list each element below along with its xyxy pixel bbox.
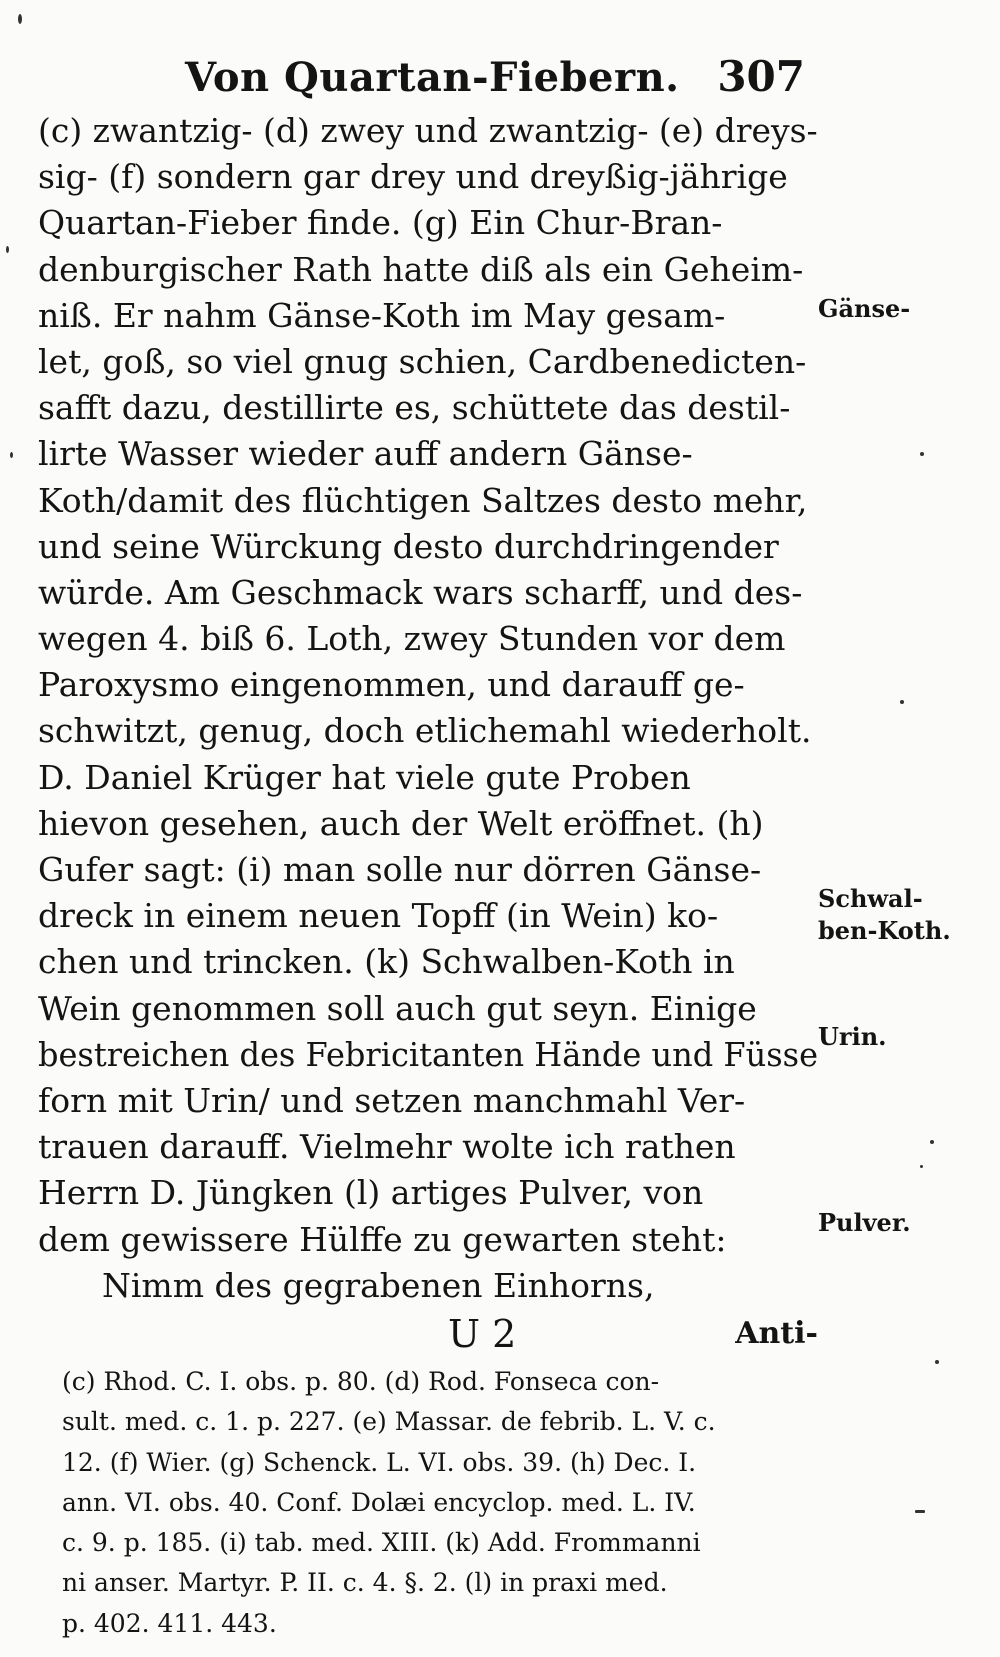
text-line: trauen darauff. Vielmehr wolte ich rathen [38, 1127, 736, 1167]
marginal-note-urin: Urin. [818, 1022, 887, 1051]
signature-row [38, 1312, 818, 1362]
marginal-note-gaense: Gänse- [818, 294, 911, 323]
footnote-line: c. 9. p. 185. (i) tab. med. XIII. (k) Add. Frommanni [62, 1528, 701, 1558]
text-line: chen und trincken. (k) Schwalben-Koth in [38, 942, 735, 982]
footnote-line: p. 402. 411. 443. [62, 1608, 277, 1638]
marginal-note-pulver: Pulver. [818, 1208, 911, 1237]
marginal-note-schwal: Schwal- [818, 884, 923, 913]
text-line: Gufer sagt: (i) man solle nur dörren Gänse- [38, 850, 762, 889]
footnotes [62, 1362, 832, 1644]
page-number: 307 [717, 52, 805, 101]
text-line: Nimm des gegrabenen Einhorns, [102, 1265, 655, 1305]
text-line: hievon gesehen, auch der Welt eröffnet. (h) [38, 803, 764, 843]
text-line: schwitzt, genug, doch etlichemahl wiederholt. [38, 711, 812, 751]
text-line: und seine Würckung desto durchdringender [38, 526, 779, 566]
text-line: sig- (f) sondern gar drey und dreyßig-jährige [38, 157, 788, 197]
text-line: dreck in einem neuen Topff (in Wein) ko- [38, 896, 719, 936]
text-line: niß. Er nahm Gänse-Koth im May gesam- [38, 295, 726, 335]
text-line: forn mit Urin/ und setzen manchmahl Ver- [38, 1080, 746, 1120]
text-line: D. Daniel Krüger hat viele gute Proben [38, 757, 691, 797]
footnote-line: sult. med. c. 1. p. 227. (e) Massar. de febrib. L. V. c. [62, 1407, 716, 1437]
scan-speck [18, 14, 22, 24]
main-text [38, 108, 818, 1309]
footnote-line: ann. VI. obs. 40. Conf. Dolæi encyclop. med. L. IV. [62, 1487, 696, 1517]
scan-speck [920, 1165, 923, 1168]
text-line: Quartan-Fieber finde. (g) Ein Chur-Bran- [38, 203, 723, 243]
text-line: bestreichen des Febricitanten Hände und Füsse [38, 1034, 819, 1074]
text-line: wegen 4. biß 6. Loth, zwey Stunden vor dem [38, 619, 786, 659]
text-line: Paroxysmo eingenommen, und darauff ge- [38, 665, 745, 705]
text-line: lirte Wasser wieder auff andern Gänse- [38, 434, 693, 474]
scan-speck [930, 1140, 934, 1144]
scan-speck [900, 700, 904, 704]
footnote-line: ni anser. Martyr. P. II. c. 4. §. 2. (l) in praxi med. [62, 1568, 668, 1598]
footnote-line: (c) Rhod. C. I. obs. p. 80. (d) Rod. Fonseca con- [62, 1367, 660, 1396]
scan-speck [6, 246, 9, 253]
text-line: Herrn D. Jüngken (l) artiges Pulver, von [38, 1173, 704, 1213]
text-line: Wein genommen soll auch gut seyn. Einige [38, 988, 757, 1028]
text-line: dem gewissere Hülffe zu gewarten steht: [38, 1219, 727, 1259]
scan-speck [935, 1360, 939, 1364]
footnote-line: 12. (f) Wier. (g) Schenck. L. VI. obs. 39. (h) Dec. I. [62, 1447, 697, 1477]
text-line: Koth/damit des flüchtigen Saltzes desto mehr, [38, 480, 808, 520]
text-line: denburgischer Rath hatte diß als ein Geheim- [38, 249, 804, 289]
text-line: safft dazu, destillirte es, schüttete das destil- [38, 388, 791, 428]
catchword: Anti- [735, 1316, 818, 1351]
page-header [185, 48, 805, 108]
scan-speck [915, 1510, 925, 1513]
text-line: let, goß, so viel gnug schien, Cardbenedicten- [38, 341, 807, 381]
text-line: würde. Am Geschmack wars scharff, und des- [38, 572, 803, 612]
text-line: (c) zwantzig- (d) zwey und zwantzig- (e) dreys- [38, 111, 818, 150]
signature-mark: U 2 [448, 1312, 517, 1356]
running-title: Von Quartan-Fiebern. [185, 54, 680, 101]
scan-speck [920, 452, 924, 456]
marginal-note-schwalben-koth: ben-Koth. [818, 916, 951, 945]
scan-speck [10, 452, 13, 458]
